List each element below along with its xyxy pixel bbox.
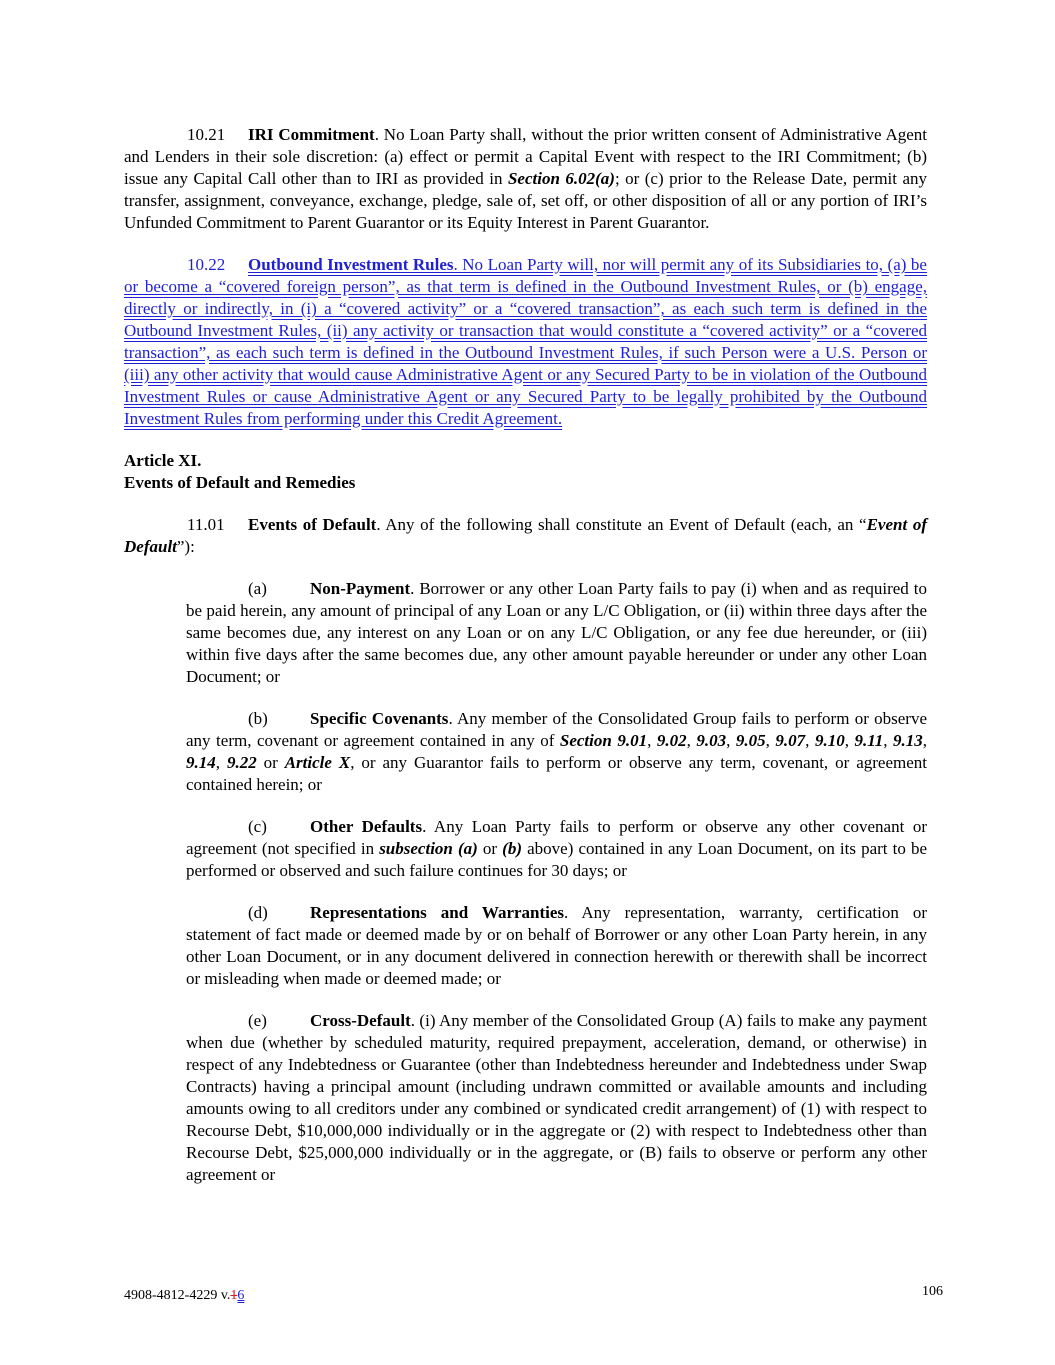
clause-d [186, 902, 927, 990]
section-text: ; or (c) prior to the Release Date, permit any transfer, assignment, conveyance, exchange, pledge, sale of, set off, or other disposition of all or any portion of IRI’s Unfunded Commitment to Parent Guarantor or its Equity Interest in Parent Guarantor. [124, 169, 927, 232]
inserted-version: 6 [237, 1288, 245, 1303]
clause-a [186, 578, 927, 688]
section-title: Outbound Investment Rules [248, 255, 454, 274]
section-reference: 9.02 [656, 731, 687, 750]
section-reference: 9.07 [775, 731, 806, 750]
deleted-version: 1 [230, 1288, 238, 1303]
defined-term: Event of Default [124, 515, 927, 556]
section-title: Events of Default [248, 515, 377, 534]
clause-c [186, 816, 927, 882]
clause-title: Other Defaults [310, 817, 423, 836]
clause-text: . Any representation, warranty, certification or statement of fact made or deemed made by or on behalf of Borrower or any other Loan Party herein, in any other Loan Document, or in any document delivered in connection herewith or therewith shall be incorrect or misleading when made or deemed made; or [186, 903, 928, 988]
section-reference: Section 9.01 [559, 731, 648, 750]
section-reference: 9.14 [186, 753, 216, 772]
clause-text: above) contained in any Loan Document, on its part to be performed or observed and such failure continues for 30 days; or [186, 839, 928, 880]
document-id [124, 1288, 244, 1304]
section-reference: 9.10 [814, 731, 845, 750]
clause-text: . Any member of the Consolidated Group fails to perform or observe any term, covenant or agreement contained in any of [186, 709, 927, 750]
article-title: Events of Default and Remedies [124, 473, 356, 492]
section-reference: (b) [502, 839, 522, 858]
clause-text: . Any Loan Party fails to perform or observe any other covenant or agreement (not specified in [186, 817, 928, 858]
section-reference: subsection (a) [379, 839, 478, 858]
section-10-21 [124, 124, 927, 234]
clause-e [186, 1010, 927, 1186]
clause-title: Non-Payment [310, 579, 411, 598]
clause-title: Representations and Warranties [310, 903, 565, 922]
clause-text: . Borrower or any other Loan Party fails to pay (i) when and as required to be paid herein, any amount of principal of any Loan or any L/C Obligation, or (ii) within three days after the same becomes due, any interest on any Loan or on any L/C Obligation, or any fee due hereunder, or (iii) within five days after the same becomes due, any other amount payable hereunder or under any other Loan Document; or [186, 579, 927, 686]
section-reference: 9.13 [893, 731, 923, 750]
page-number: 106 [922, 1284, 943, 1299]
doc-id-text: 4908-4812-4229 v. [124, 1288, 231, 1303]
section-text: ”): [176, 537, 195, 556]
section-reference: Section 6.02(a) [507, 169, 615, 188]
section-10-22-inserted [124, 254, 927, 430]
clause-letter: (d) [248, 903, 268, 922]
section-reference: 9.03 [696, 731, 727, 750]
document-page [124, 124, 927, 1186]
section-text: . No Loan Party shall, without the prior written consent of Administrative Agent and Lenders in their sole discretion: (a) effect or permit a Capital Event with respect to the IRI Commitment; (b) issue any Capital Call other than to IRI as provided in [124, 125, 927, 188]
article-number: Article XI. [124, 451, 202, 470]
section-number: 10.21 [187, 125, 226, 144]
section-reference: Article X [284, 753, 351, 772]
section-reference: 9.11 [854, 731, 884, 750]
clause-text: , or any Guarantor fails to perform or observe any term, covenant, or agreement contained herein; or [186, 753, 927, 794]
clause-text: or [256, 753, 285, 772]
section-text: . No Loan Party will, nor will permit any of its Subsidiaries to, (a) be or become a “covered foreign person”, as that term is defined in the Outbound Investment Rules, or (b) engage, directly or indirectly, in (i) a “covered activity” or a “covered transaction”, as each such term is defined in the Outbound Investment Rules, (ii) any activity or transaction that would constitute a “covered activity” or a “covered transaction”, as each such term is defined in the Outbound Investment Rules, if such Person were a U.S. Person or (iii) any other activity that would cause Administrative Agent or any Secured Party to be in violation of the Outbound Investment Rules or cause Administrative Agent or any Secured Party to be legally prohibited by the Outbound Investment Rules from performing under this Credit Agreement. [124, 255, 927, 428]
clause-title: Specific Covenants [310, 709, 449, 728]
clause-letter: (b) [248, 709, 268, 728]
clause-b: (b) Specific Covenants. Any member of the Consolidated Group fails to perform or observe any term, covenant or agreement contained in any of Section 9.01, 9.02, 9.03, 9.05, 9.07, 9.10, 9.11, 9.13, 9.14, 9.22 or Article X, or any Guarantor fails to perform or observe any term, covenant, or agreement contained herein; or [186, 709, 928, 794]
clause-title: Cross-Default [310, 1011, 411, 1030]
section-text: . Any of the following shall constitute an Event of Default (each, an “ [376, 515, 867, 534]
section-title: IRI Commitment [248, 125, 375, 144]
clause-letter: (c) [248, 817, 267, 836]
clause-text: or [477, 839, 503, 858]
section-reference: 9.22 [226, 753, 257, 772]
section-number: 10.22 [187, 255, 226, 274]
section-number: 11.01 [187, 515, 225, 534]
clause-text: . (i) Any member of the Consolidated Group (A) fails to make any payment when due (whether by scheduled maturity, required prepayment, acceleration, demand, or otherwise) in respect of any Indebtedness or Guarantee (other than Indebtedness hereunder and Indebtedness under Swap Contracts) having a principal amount (including undrawn committed or available amounts and including amounts owing to all creditors under any combined or syndicated credit arrangement) of (1) with respect to Recourse Debt, $10,000,000 individually or in the aggregate or (2) with respect to Indebtedness other than Recourse Debt, $25,000,000 individually or in the aggregate, or (B) fails to observe or perform any other agreement or [186, 1011, 927, 1184]
section-11-01 [124, 514, 927, 558]
section-reference: 9.05 [735, 731, 766, 750]
clause-letter: (e) [248, 1011, 267, 1030]
clause-letter: (a) [248, 579, 267, 598]
